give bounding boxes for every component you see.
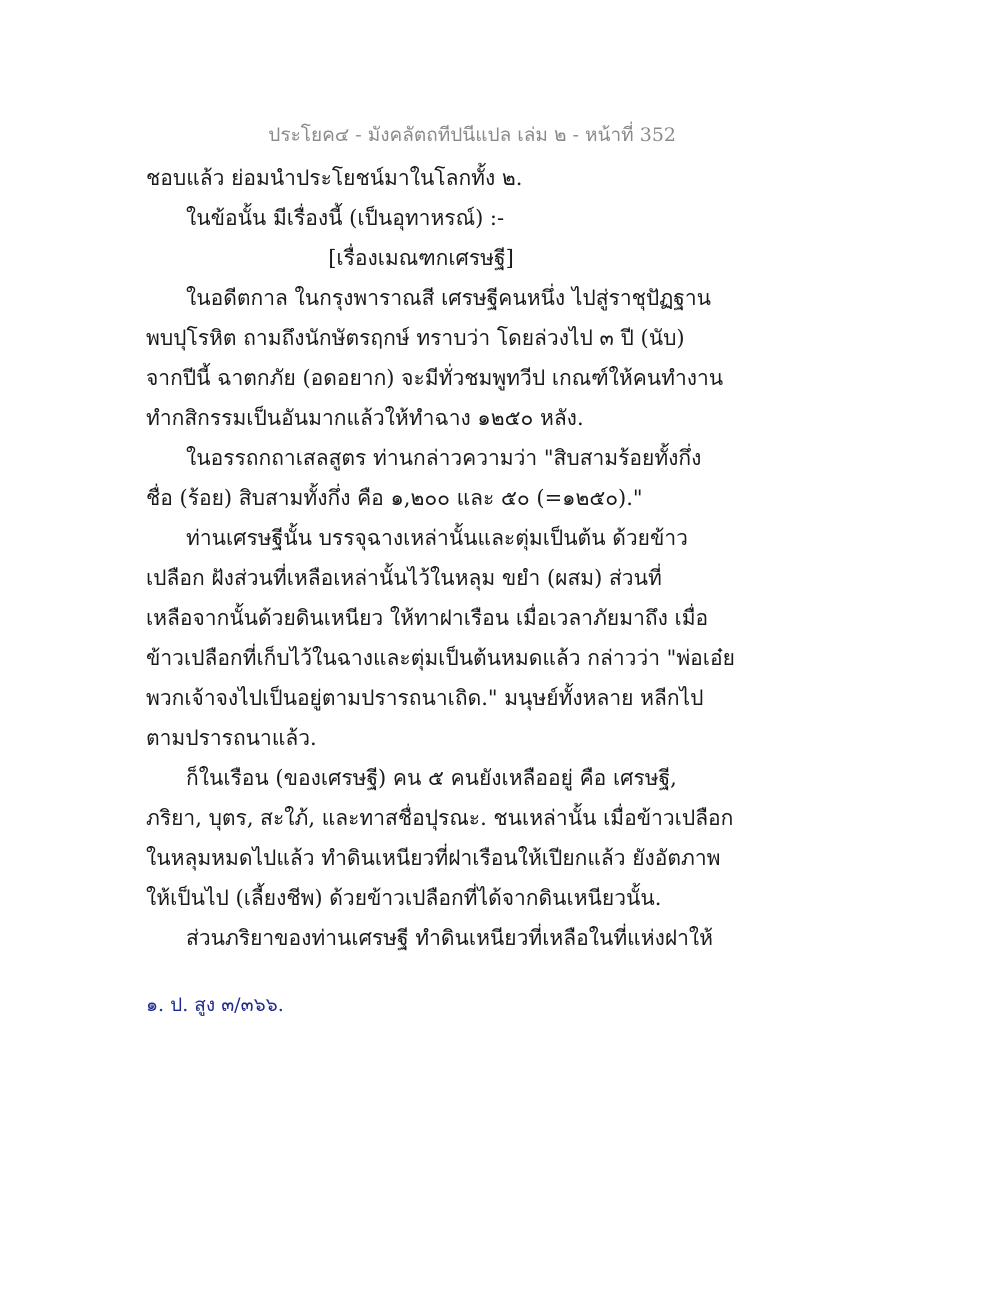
paragraph-start-line: ส่วนภริยาของท่านเศรษฐี ทำดินเหนียวที่เหลือในที่แห่งฝาให้ <box>186 926 714 950</box>
paragraph-start-line: ในอดีตกาล ในกรุงพาราณสี เศรษฐีคนหนึ่ง ไปสู่ราชุปัฏฐาน <box>186 286 712 310</box>
text-line: ตามปรารถนาแล้ว. <box>146 726 317 750</box>
text-line: ชื่อ (ร้อย) สิบสามทั้งกึ่ง คือ ๑,๒๐๐ และ ๕๐ (=๑๒๕๐)." <box>146 486 643 510</box>
text-line: เปลือก ฝังส่วนที่เหลือเหล่านั้นไว้ในหลุม ขยำ (ผสม) ส่วนที่ <box>146 566 662 590</box>
paragraph-start-line: ก็ในเรือน (ของเศรษฐี) คน ๕ คนยังเหลืออยู่ คือ เศรษฐี, <box>186 766 677 790</box>
text-line: ชอบแล้ว ย่อมนำประโยชน์มาในโลกทั้ง ๒. <box>146 166 523 190</box>
text-line: เหลือจากนั้นด้วยดินเหนียว ให้ทาฝาเรือน เมื่อเวลาภัยมาถึง เมื่อ <box>146 606 709 630</box>
paragraph-start-line: ท่านเศรษฐีนั้น บรรจุฉางเหล่านั้นและตุ่มเป็นต้น ด้วยข้าว <box>186 526 688 550</box>
text-line: พบปุโรหิต ถามถึงนักษัตรฤกษ์ ทราบว่า โดยล่วงไป ๓ ปี (นับ) <box>146 326 685 350</box>
story-title: [เรื่องเมณฑกเศรษฐี] <box>328 246 514 270</box>
paragraph-intro-line: ในข้อนั้น มีเรื่องนี้ (เป็นอุทาหรณ์) :- <box>186 206 505 230</box>
footnote: ๑. ป. สูง ๓/๓๖๖. <box>146 994 284 1016</box>
running-header: ประโยค๔ - มังคลัตถทีปนีแปล เล่ม ๒ - หน้าที่ 352 <box>268 124 676 146</box>
text-line: ในหลุมหมดไปแล้ว ทำดินเหนียวที่ฝาเรือนให้เปียกแล้ว ยังอัตภาพ <box>146 846 721 870</box>
text-line: ภริยา, บุตร, สะใภ้, และทาสชื่อปุรณะ. ชนเหล่านั้น เมื่อข้าวเปลือก <box>146 806 734 830</box>
text-line: จากปีนี้ ฉาตกภัย (อดอยาก) จะมีทั่วชมพูทวีป เกณฑ์ให้คนทำงาน <box>146 366 724 390</box>
paragraph-start-line: ในอรรถกถาเสลสูตร ท่านกล่าวความว่า "สิบสามร้อยทั้งกึ่ง <box>186 446 702 470</box>
text-line: พวกเจ้าจงไปเป็นอยู่ตามปรารถนาเถิด." มนุษย์ทั้งหลาย หลีกไป <box>146 686 704 710</box>
text-line: ทำกสิกรรมเป็นอันมากแล้วให้ทำฉาง ๑๒๕๐ หลัง. <box>146 406 584 430</box>
text-line: ข้าวเปลือกที่เก็บไว้ในฉางและตุ่มเป็นต้นหมดแล้ว กล่าวว่า "พ่อเอ๋ย <box>146 646 735 670</box>
body-text <box>146 158 735 958</box>
text-line: ให้เป็นไป (เลี้ยงชีพ) ด้วยข้าวเปลือกที่ได้จากดินเหนียวนั้น. <box>146 886 662 910</box>
